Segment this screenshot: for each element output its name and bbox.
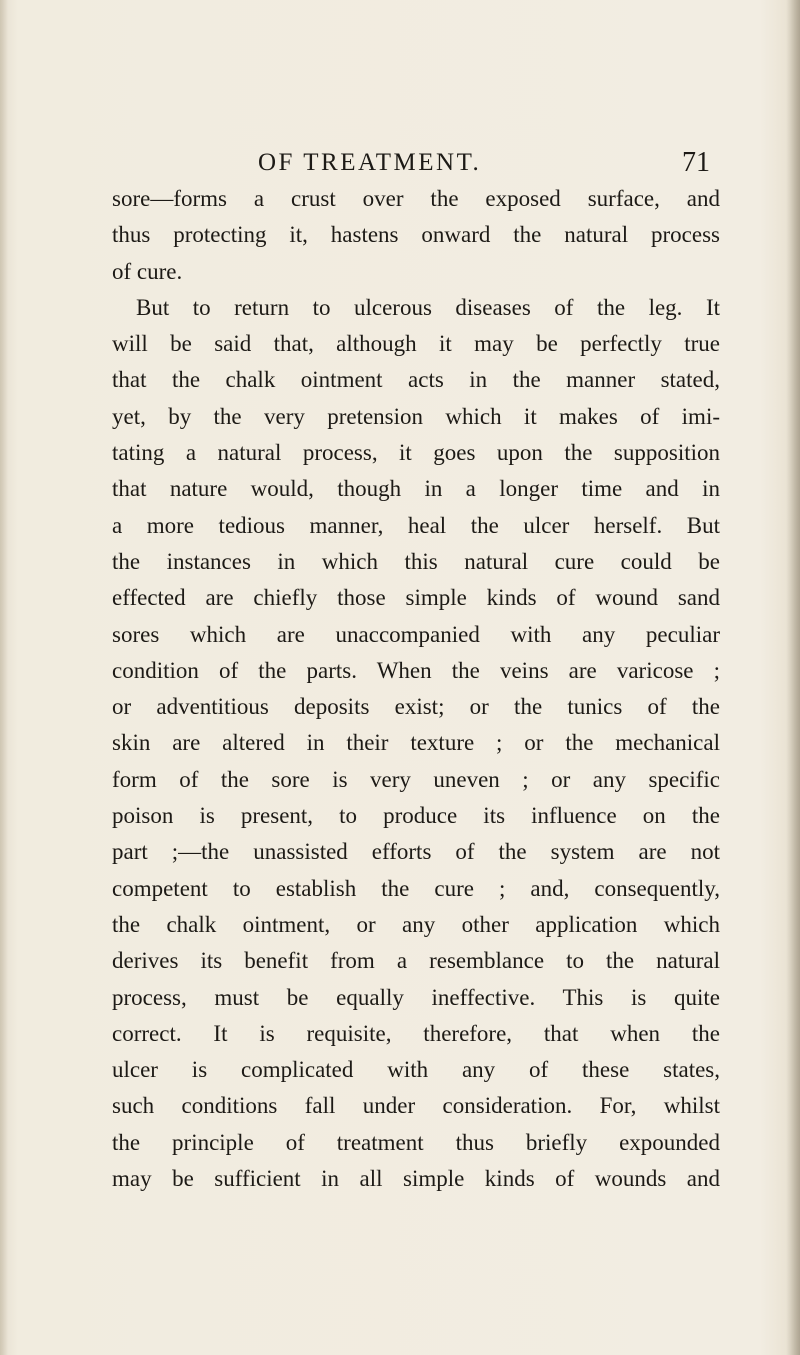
text-line: process, must be equally ineffective. This is quite [112,984,720,1010]
body-text [112,181,720,1197]
text-line: of cure. [112,258,183,284]
text-line: sores which are unaccompanied with any peculiar [112,621,720,647]
text-line: But to return to ulcerous diseases of the leg. It [136,294,720,320]
text-line: tating a natural process, it goes upon the supposition [112,440,720,466]
text-line: the principle of treatment thus briefly expounded [112,1129,720,1155]
running-head: OF TREATMENT. [258,149,482,176]
page-right-edge-shadow [786,0,800,1355]
text-line: ulcer is complicated with any of these states, [112,1057,720,1083]
text-line: or adventitious deposits exist; or the tunics of the [112,694,720,720]
text-line: derives its benefit from a resemblance to the natural [112,948,720,974]
text-line: effected are chiefly those simple kinds of wound sand [112,585,720,611]
text-line: poison is present, to produce its influence on the [112,803,720,829]
text-line: part ;—the unassisted efforts of the system are not [112,839,720,865]
text-line: yet, by the very pretension which it makes of imi- [112,403,720,429]
text-line: the instances in which this natural cure could be [112,548,720,574]
text-line: will be said that, although it may be perfectly true [112,331,720,357]
text-line: condition of the parts. When the veins are varicose ; [112,657,720,683]
text-line: may be sufficient in all simple kinds of wounds and [112,1166,720,1192]
text-line: competent to establish the cure ; and, consequently, [112,875,720,901]
text-line: skin are altered in their texture ; or the mechanical [112,730,720,756]
text-line: the chalk ointment, or any other application which [112,911,720,937]
text-line: that nature would, though in a longer time and in [112,476,720,502]
text-line: that the chalk ointment acts in the manner stated, [112,367,720,393]
text-line: sore—forms a crust over the exposed surface, and [112,186,720,211]
text-line: such conditions fall under consideration. For, whilst [112,1093,720,1119]
page-number: 71 [682,147,710,178]
text-line: form of the sore is very uneven ; or any specific [112,766,720,792]
text-line: correct. It is requisite, therefore, that when the [112,1020,720,1046]
text-line: thus protecting it, hastens onward the natural process [112,222,720,248]
page-left-edge-shadow [0,0,8,1355]
text-line: a more tedious manner, heal the ulcer herself. But [112,512,720,538]
